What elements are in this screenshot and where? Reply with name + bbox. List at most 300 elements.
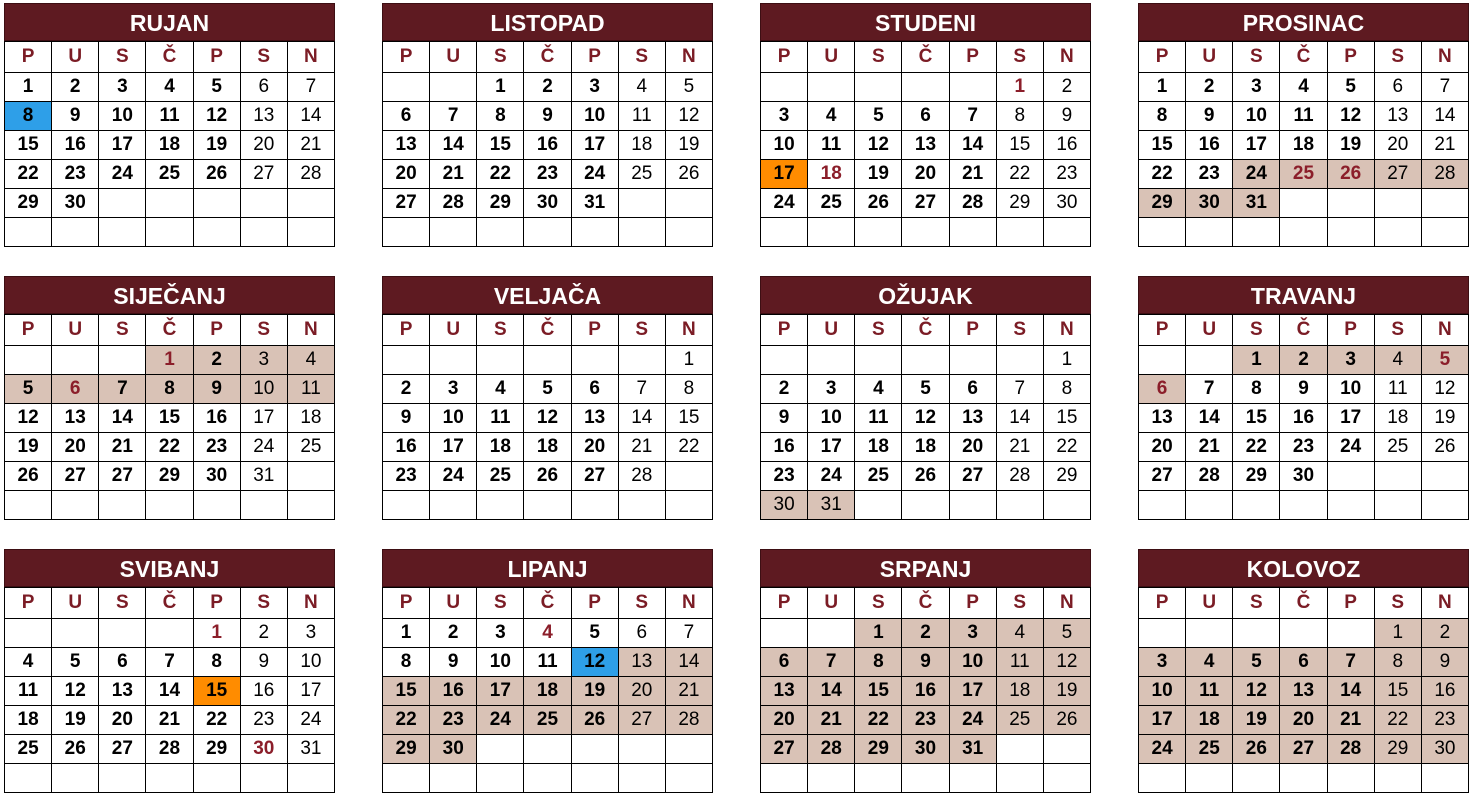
day-cell: 7 (996, 375, 1043, 404)
month-grid (760, 314, 1091, 520)
day-cell: 11 (287, 375, 334, 404)
day-cell (1327, 189, 1374, 218)
day-cell: 18 (618, 131, 665, 160)
day-cell: 15 (996, 131, 1043, 160)
day-cell: 8 (477, 102, 524, 131)
weekday-header: Č (1280, 588, 1327, 619)
day-cell (287, 189, 334, 218)
day-cell: 18 (808, 160, 855, 189)
day-cell: 8 (1043, 375, 1090, 404)
day-cell: 20 (618, 677, 665, 706)
day-cell (5, 619, 52, 648)
weekday-header: U (808, 42, 855, 73)
weekday-header: U (52, 588, 99, 619)
day-cell: 6 (949, 375, 996, 404)
day-cell: 8 (383, 648, 430, 677)
day-cell: 10 (1233, 102, 1280, 131)
day-cell (665, 218, 712, 247)
day-cell (996, 491, 1043, 520)
day-cell: 7 (1327, 648, 1374, 677)
day-cell: 30 (240, 735, 287, 764)
day-cell: 3 (1327, 346, 1374, 375)
day-cell: 18 (1280, 131, 1327, 160)
day-cell: 25 (146, 160, 193, 189)
day-cell: 26 (902, 462, 949, 491)
day-cell: 12 (524, 404, 571, 433)
weekday-header: Č (524, 315, 571, 346)
day-cell: 22 (193, 706, 240, 735)
day-cell (287, 218, 334, 247)
day-cell: 7 (146, 648, 193, 677)
day-cell (99, 189, 146, 218)
weekday-header: N (287, 315, 334, 346)
day-cell (1233, 491, 1280, 520)
day-cell: 17 (477, 677, 524, 706)
day-cell (571, 218, 618, 247)
weekday-header: P (193, 588, 240, 619)
day-cell: 22 (665, 433, 712, 462)
day-cell: 7 (1186, 375, 1233, 404)
day-cell (996, 346, 1043, 375)
day-cell: 14 (808, 677, 855, 706)
day-cell: 2 (1421, 619, 1468, 648)
weekday-header: N (1421, 42, 1468, 73)
month-title: VELJAČA (382, 276, 713, 314)
day-cell: 7 (665, 619, 712, 648)
day-cell: 12 (902, 404, 949, 433)
day-cell (571, 346, 618, 375)
day-cell: 10 (761, 131, 808, 160)
day-cell (524, 218, 571, 247)
day-cell: 18 (855, 433, 902, 462)
day-cell (1139, 218, 1186, 247)
day-cell: 14 (949, 131, 996, 160)
day-cell: 23 (1043, 160, 1090, 189)
day-cell (618, 764, 665, 793)
weekday-header: P (5, 588, 52, 619)
day-cell: 1 (193, 619, 240, 648)
day-cell: 22 (5, 160, 52, 189)
day-cell: 22 (1233, 433, 1280, 462)
day-cell: 20 (902, 160, 949, 189)
day-cell: 4 (1280, 73, 1327, 102)
day-cell: 11 (618, 102, 665, 131)
day-cell: 6 (383, 102, 430, 131)
day-cell (618, 218, 665, 247)
day-cell: 18 (146, 131, 193, 160)
day-cell: 22 (383, 706, 430, 735)
day-cell: 19 (52, 706, 99, 735)
month-prosinac (1138, 3, 1469, 247)
day-cell: 20 (1374, 131, 1421, 160)
day-cell (571, 764, 618, 793)
day-cell: 16 (430, 677, 477, 706)
day-cell: 16 (761, 433, 808, 462)
day-cell: 8 (193, 648, 240, 677)
day-cell: 29 (855, 735, 902, 764)
day-cell (949, 218, 996, 247)
day-cell (1139, 491, 1186, 520)
day-cell: 17 (287, 677, 334, 706)
day-cell (477, 491, 524, 520)
day-cell: 7 (949, 102, 996, 131)
day-cell: 20 (761, 706, 808, 735)
weekday-header: Č (146, 588, 193, 619)
day-cell: 1 (1233, 346, 1280, 375)
weekday-header: P (5, 42, 52, 73)
day-cell: 14 (996, 404, 1043, 433)
day-cell: 20 (571, 433, 618, 462)
weekday-header: N (665, 315, 712, 346)
day-cell: 11 (477, 404, 524, 433)
day-cell (1374, 189, 1421, 218)
day-cell: 30 (430, 735, 477, 764)
day-cell: 12 (1327, 102, 1374, 131)
day-cell: 2 (524, 73, 571, 102)
day-cell (1186, 764, 1233, 793)
day-cell: 10 (949, 648, 996, 677)
day-cell: 3 (1139, 648, 1186, 677)
day-cell: 23 (430, 706, 477, 735)
day-cell: 30 (761, 491, 808, 520)
day-cell (1043, 218, 1090, 247)
weekday-header: S (855, 42, 902, 73)
day-cell: 24 (808, 462, 855, 491)
day-cell (1280, 189, 1327, 218)
weekday-header: U (1186, 315, 1233, 346)
day-cell: 10 (808, 404, 855, 433)
day-cell: 20 (1139, 433, 1186, 462)
weekday-header: Č (1280, 315, 1327, 346)
weekday-header: N (665, 42, 712, 73)
day-cell: 27 (949, 462, 996, 491)
weekday-header: N (287, 42, 334, 73)
day-cell: 13 (761, 677, 808, 706)
day-cell: 21 (949, 160, 996, 189)
day-cell: 18 (524, 433, 571, 462)
day-cell: 31 (287, 735, 334, 764)
day-cell (383, 764, 430, 793)
day-cell: 1 (1139, 73, 1186, 102)
day-cell: 25 (287, 433, 334, 462)
day-cell (146, 619, 193, 648)
weekday-header: P (949, 315, 996, 346)
day-cell: 10 (430, 404, 477, 433)
day-cell (1374, 218, 1421, 247)
day-cell: 16 (1421, 677, 1468, 706)
day-cell (1186, 218, 1233, 247)
day-cell: 21 (1186, 433, 1233, 462)
day-cell: 26 (193, 160, 240, 189)
weekday-header: S (240, 588, 287, 619)
day-cell: 25 (1374, 433, 1421, 462)
weekday-header: S (477, 588, 524, 619)
month-title: PROSINAC (1138, 3, 1469, 41)
day-cell: 10 (1139, 677, 1186, 706)
day-cell: 23 (1421, 706, 1468, 735)
day-cell: 13 (571, 404, 618, 433)
day-cell: 15 (5, 131, 52, 160)
day-cell: 9 (52, 102, 99, 131)
day-cell (1186, 491, 1233, 520)
day-cell: 15 (665, 404, 712, 433)
day-cell: 15 (1233, 404, 1280, 433)
day-cell: 3 (949, 619, 996, 648)
day-cell: 27 (1374, 160, 1421, 189)
day-cell: 21 (99, 433, 146, 462)
day-cell: 1 (1374, 619, 1421, 648)
day-cell: 10 (287, 648, 334, 677)
day-cell (52, 619, 99, 648)
month-grid (4, 41, 335, 247)
day-cell: 12 (855, 131, 902, 160)
day-cell (808, 218, 855, 247)
weekday-header: S (240, 42, 287, 73)
weekday-header: N (287, 588, 334, 619)
day-cell: 3 (240, 346, 287, 375)
day-cell: 28 (430, 189, 477, 218)
day-cell: 1 (146, 346, 193, 375)
weekday-header: U (1186, 42, 1233, 73)
weekday-header: S (618, 315, 665, 346)
day-cell (761, 218, 808, 247)
month-grid (1138, 587, 1469, 793)
month-listopad (382, 3, 713, 247)
month-grid (1138, 41, 1469, 247)
day-cell: 25 (1280, 160, 1327, 189)
day-cell: 30 (1280, 462, 1327, 491)
weekday-header: S (1374, 588, 1421, 619)
day-cell: 19 (193, 131, 240, 160)
day-cell: 2 (902, 619, 949, 648)
month-travanj (1138, 276, 1469, 520)
day-cell: 27 (52, 462, 99, 491)
day-cell (761, 346, 808, 375)
day-cell: 28 (949, 189, 996, 218)
day-cell: 24 (430, 462, 477, 491)
day-cell: 26 (1421, 433, 1468, 462)
day-cell (1374, 462, 1421, 491)
weekday-header: N (1043, 588, 1090, 619)
day-cell: 10 (1327, 375, 1374, 404)
day-cell: 6 (1139, 375, 1186, 404)
day-cell: 7 (808, 648, 855, 677)
weekday-header: P (193, 42, 240, 73)
day-cell (665, 189, 712, 218)
day-cell: 9 (1421, 648, 1468, 677)
day-cell: 6 (52, 375, 99, 404)
month-veljaca (382, 276, 713, 520)
day-cell (855, 491, 902, 520)
day-cell: 14 (99, 404, 146, 433)
day-cell (996, 218, 1043, 247)
month-grid (4, 314, 335, 520)
day-cell (949, 346, 996, 375)
day-cell (52, 346, 99, 375)
weekday-header: S (996, 315, 1043, 346)
day-cell: 6 (99, 648, 146, 677)
day-cell: 3 (99, 73, 146, 102)
weekday-header: Č (902, 588, 949, 619)
day-cell: 21 (1421, 131, 1468, 160)
weekday-header: S (996, 588, 1043, 619)
day-cell: 27 (99, 462, 146, 491)
weekday-header: N (665, 588, 712, 619)
day-cell: 22 (996, 160, 1043, 189)
day-cell (1327, 218, 1374, 247)
day-cell: 18 (1186, 706, 1233, 735)
day-cell: 11 (5, 677, 52, 706)
day-cell: 9 (902, 648, 949, 677)
month-grid (760, 587, 1091, 793)
day-cell: 29 (146, 462, 193, 491)
day-cell: 11 (524, 648, 571, 677)
day-cell: 19 (1233, 706, 1280, 735)
day-cell: 29 (1233, 462, 1280, 491)
weekday-header: P (949, 42, 996, 73)
day-cell: 22 (1374, 706, 1421, 735)
day-cell: 19 (571, 677, 618, 706)
day-cell: 29 (1374, 735, 1421, 764)
day-cell: 17 (1139, 706, 1186, 735)
day-cell: 27 (99, 735, 146, 764)
weekday-header: P (5, 315, 52, 346)
day-cell: 24 (761, 189, 808, 218)
day-cell: 5 (1233, 648, 1280, 677)
day-cell (383, 73, 430, 102)
day-cell (996, 735, 1043, 764)
day-cell (761, 619, 808, 648)
day-cell: 12 (571, 648, 618, 677)
day-cell: 26 (52, 735, 99, 764)
day-cell: 19 (855, 160, 902, 189)
day-cell: 9 (430, 648, 477, 677)
weekday-header: S (240, 315, 287, 346)
day-cell: 24 (240, 433, 287, 462)
day-cell: 31 (949, 735, 996, 764)
weekday-header: S (477, 315, 524, 346)
day-cell: 24 (1233, 160, 1280, 189)
day-cell: 20 (383, 160, 430, 189)
weekday-header: N (1043, 315, 1090, 346)
day-cell: 23 (52, 160, 99, 189)
day-cell: 3 (1233, 73, 1280, 102)
day-cell (1374, 491, 1421, 520)
day-cell: 28 (146, 735, 193, 764)
day-cell: 15 (383, 677, 430, 706)
day-cell: 9 (193, 375, 240, 404)
month-grid (382, 41, 713, 247)
day-cell (146, 491, 193, 520)
day-cell (193, 491, 240, 520)
day-cell: 5 (665, 73, 712, 102)
day-cell (808, 764, 855, 793)
day-cell: 23 (1280, 433, 1327, 462)
weekday-header: P (761, 315, 808, 346)
weekday-header: Č (146, 42, 193, 73)
day-cell: 4 (146, 73, 193, 102)
day-cell (524, 764, 571, 793)
month-svibanj (4, 549, 335, 793)
day-cell: 5 (571, 619, 618, 648)
month-grid (4, 587, 335, 793)
day-cell: 30 (524, 189, 571, 218)
day-cell: 2 (761, 375, 808, 404)
day-cell: 20 (1280, 706, 1327, 735)
day-cell: 6 (902, 102, 949, 131)
day-cell: 25 (5, 735, 52, 764)
day-cell: 1 (665, 346, 712, 375)
day-cell: 2 (193, 346, 240, 375)
day-cell: 31 (1233, 189, 1280, 218)
day-cell: 5 (902, 375, 949, 404)
day-cell: 24 (477, 706, 524, 735)
day-cell (665, 764, 712, 793)
day-cell: 14 (1327, 677, 1374, 706)
day-cell: 11 (1280, 102, 1327, 131)
weekday-header: S (99, 42, 146, 73)
day-cell: 10 (240, 375, 287, 404)
day-cell: 27 (240, 160, 287, 189)
day-cell: 19 (1327, 131, 1374, 160)
day-cell: 16 (383, 433, 430, 462)
weekday-header: U (1186, 588, 1233, 619)
day-cell (1327, 462, 1374, 491)
day-cell: 18 (1374, 404, 1421, 433)
weekday-header: P (1327, 588, 1374, 619)
day-cell (902, 73, 949, 102)
day-cell: 20 (949, 433, 996, 462)
day-cell (524, 491, 571, 520)
day-cell (524, 346, 571, 375)
day-cell: 29 (5, 189, 52, 218)
day-cell: 12 (5, 404, 52, 433)
day-cell: 2 (52, 73, 99, 102)
day-cell: 11 (146, 102, 193, 131)
day-cell (855, 73, 902, 102)
day-cell (996, 764, 1043, 793)
day-cell: 8 (5, 102, 52, 131)
day-cell: 13 (1374, 102, 1421, 131)
day-cell: 2 (240, 619, 287, 648)
day-cell: 19 (1421, 404, 1468, 433)
day-cell (430, 491, 477, 520)
day-cell: 27 (1280, 735, 1327, 764)
day-cell: 8 (855, 648, 902, 677)
day-cell: 15 (193, 677, 240, 706)
day-cell: 13 (52, 404, 99, 433)
day-cell (146, 764, 193, 793)
day-cell: 5 (1421, 346, 1468, 375)
day-cell: 11 (1374, 375, 1421, 404)
day-cell: 8 (146, 375, 193, 404)
weekday-header: S (1374, 42, 1421, 73)
day-cell (665, 462, 712, 491)
day-cell: 4 (477, 375, 524, 404)
day-cell (287, 764, 334, 793)
day-cell: 26 (1233, 735, 1280, 764)
day-cell: 24 (571, 160, 618, 189)
day-cell (5, 218, 52, 247)
day-cell: 25 (1186, 735, 1233, 764)
day-cell: 14 (430, 131, 477, 160)
weekday-header: Č (902, 42, 949, 73)
day-cell: 7 (430, 102, 477, 131)
month-srpanj (760, 549, 1091, 793)
day-cell (1327, 491, 1374, 520)
day-cell: 18 (5, 706, 52, 735)
day-cell: 21 (808, 706, 855, 735)
